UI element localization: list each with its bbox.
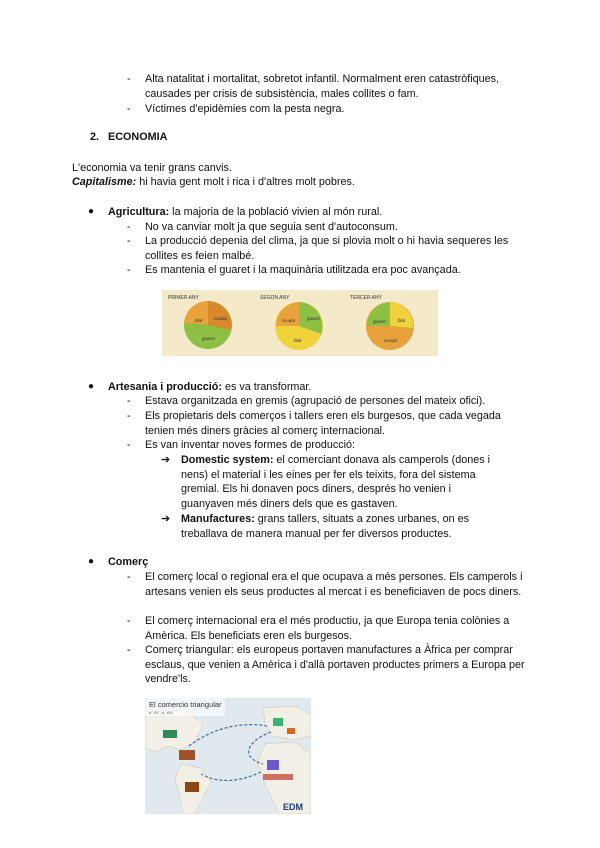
list-item: - Es van inventar noves formes de producció: <box>127 439 356 451</box>
capitalism-line: Capitalisme: hi havia gent molt i rica i d'altres molt pobres. <box>72 176 355 188</box>
pie-label: civada <box>384 338 398 343</box>
artesania-bullet: ● Artesania i producció: es va transformar. <box>88 381 312 393</box>
list-item: - Comerç triangular: els europeus portaven manufactures a Àfrica per comprar esclaus, que venien a Amèrica i d'allà portaven productes primers a Europa per vendre'ls. <box>127 644 525 685</box>
crop-rotation-svg <box>162 290 438 356</box>
sub-list-item: ➔ Domestic system: el comerciant donava als camperols (dones i nens) el material i les eines per fer els teixits, fora del sistema gremial. Els hi donaven pocs diners, després ho venien i guanyaven més diners dels que es gastaven. <box>161 454 491 510</box>
panel-title: SEGON ANY <box>260 295 290 301</box>
rotation-panel-2 <box>260 295 323 350</box>
bullet-dot: ● <box>88 381 95 392</box>
pie-label: civada <box>282 318 296 323</box>
list-item: - Alta natalitat i mortalitat, sobretot infantil. Normalment eren catastròfiques, causades per crisis de subsistència, males collites o fam. <box>127 73 500 100</box>
arrow-icon: ➔ <box>161 513 171 525</box>
pie-label: blat <box>294 338 302 343</box>
pie-label: guaret <box>373 319 386 324</box>
pie-label: guaret <box>307 316 320 321</box>
pie-slice <box>390 302 413 328</box>
edm-logo: EDM <box>283 802 303 812</box>
pie-label: blat <box>398 318 406 323</box>
arrow-icon: ➔ <box>161 454 171 466</box>
list-item: - El comerç internacional era el més productiu, ja que Europa tenia colònies a Amèrica. Els beneficiats eren els burgesos. <box>127 615 510 642</box>
list-item: - Es mantenia el guaret i la maquinària utilitzada era poc avançada. <box>127 264 461 276</box>
section-heading: 2. ECONOMIA <box>90 131 168 143</box>
dash-marker: - <box>127 103 131 115</box>
triangular-trade-map <box>145 698 311 814</box>
bullet-dot: ● <box>88 556 95 567</box>
intro-text: L'economia va tenir grans canvis. <box>72 162 232 174</box>
crop-rotation-figure <box>162 290 438 356</box>
comerc-bullet: ● Comerç <box>88 556 149 568</box>
panel-title: PRIMER ANY <box>168 295 199 301</box>
map-subtitle: s. XV - s. XIX <box>149 710 173 715</box>
agricultura-bullet: ● Agricultura: la majoria de la població vivien al món rural. <box>88 206 383 218</box>
bullet-dot: ● <box>88 206 95 217</box>
pie-label: civada <box>214 316 228 321</box>
map-title: El comercio triangular <box>149 700 222 709</box>
rotation-panel-3 <box>350 295 414 350</box>
list-item: - Víctimes d'epidèmies com la pesta negra. <box>127 103 345 115</box>
list-item: - Estava organitzada en gremis (agrupació de persones del mateix ofici). <box>127 395 486 407</box>
dash-marker: - <box>127 73 131 85</box>
pie-label: blat <box>195 318 203 323</box>
list-item: - No va canviar molt ja que seguia sent d'autoconsum. <box>127 221 398 233</box>
list-item: - Els propietaris dels comerços i tallers eren els burgesos, que cada vegada tenien més diners gràcies al comerç internacional. <box>127 410 501 437</box>
list-item: - La producció depenia del clima, ja que si plovia molt o hi havia sequeres les collites es feien malbé. <box>127 235 509 262</box>
map-svg <box>145 698 311 814</box>
sub-list-item: ➔ Manufactures: grans tallers, situats a zones urbanes, on es treballava de manera manual per fer diversos productes. <box>161 513 470 540</box>
list-item: - El comerç local o regional era el que ocupava a més persones. Els camperols i artesans venien els seus productes al mercat i es beneficiaven de pocs diners. <box>127 571 523 598</box>
pie-label: guaret <box>202 336 215 341</box>
panel-title: TERCER ANY <box>350 295 382 301</box>
rotation-panel-1 <box>168 295 232 349</box>
